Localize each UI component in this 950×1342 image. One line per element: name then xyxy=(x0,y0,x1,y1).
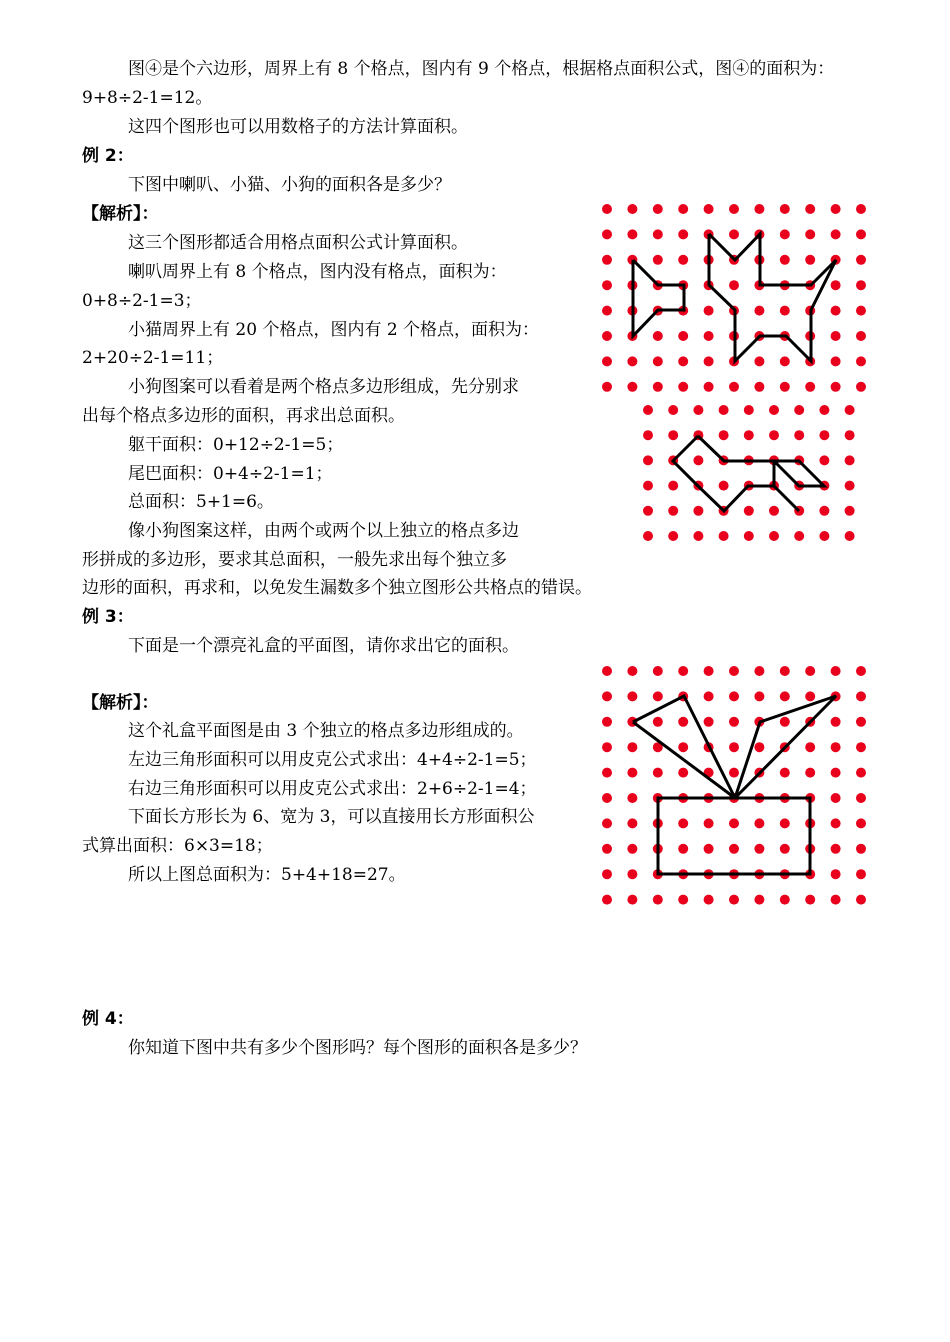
question-text: 下面是一个漂亮礼盒的平面图，请你求出它的面积。 xyxy=(128,636,519,656)
grid-dot xyxy=(754,742,764,752)
grid-dot xyxy=(805,204,815,214)
grid-dot xyxy=(627,356,637,366)
grid-dot xyxy=(780,255,790,265)
grid-dot xyxy=(729,666,739,676)
grid-dot xyxy=(643,405,653,415)
grid-dot xyxy=(805,895,815,905)
grid-dot xyxy=(627,793,637,803)
grid-dot xyxy=(678,382,688,392)
grid-dot xyxy=(729,229,739,239)
grid-dot xyxy=(704,844,714,854)
grid-dot xyxy=(831,717,841,727)
grid-dot xyxy=(729,895,739,905)
grid-dot xyxy=(856,280,866,290)
grid-dot xyxy=(856,768,866,778)
grid-dot xyxy=(643,531,653,541)
grid-dot xyxy=(602,818,612,828)
grid-dot xyxy=(602,331,612,341)
grid-dot xyxy=(754,818,764,828)
grid-dot xyxy=(653,204,663,214)
grid-dot xyxy=(693,405,703,415)
grid-dot xyxy=(845,481,855,491)
grid-dot xyxy=(602,793,612,803)
grid-dot xyxy=(729,768,739,778)
grid-dot xyxy=(627,229,637,239)
grid-dot xyxy=(780,229,790,239)
grid-dot xyxy=(704,895,714,905)
grid-dot xyxy=(704,717,714,727)
grid-dot xyxy=(780,382,790,392)
grid-dot xyxy=(704,306,714,316)
grid-dot xyxy=(729,717,739,727)
grid-dot xyxy=(794,405,804,415)
grid-dot xyxy=(704,382,714,392)
grid-dot xyxy=(805,768,815,778)
grid-dot xyxy=(678,331,688,341)
grid-dot xyxy=(627,382,637,392)
grid-dot xyxy=(653,331,663,341)
grid-dot xyxy=(678,742,688,752)
grid-dot xyxy=(856,844,866,854)
grid-dot xyxy=(678,229,688,239)
grid-dot xyxy=(831,204,841,214)
grid-dot xyxy=(805,691,815,701)
grid-dot xyxy=(729,382,739,392)
grid-dot xyxy=(704,356,714,366)
grid-dot xyxy=(831,818,841,828)
grid-dot xyxy=(693,506,703,516)
grid-dot xyxy=(805,666,815,676)
text-line: 小狗图案可以看着是两个格点多边形组成，先分别求 xyxy=(128,377,519,397)
grid-dot xyxy=(754,382,764,392)
text-line: 9+8÷2-1=12。 xyxy=(82,88,213,108)
grid-dot xyxy=(653,666,663,676)
formula-line: 0+8÷2-1=3； xyxy=(82,291,202,311)
grid-dot xyxy=(643,430,653,440)
grid-dot xyxy=(643,506,653,516)
grid-dot xyxy=(819,430,829,440)
grid-dot xyxy=(602,356,612,366)
grid-dot xyxy=(754,356,764,366)
grid-dot xyxy=(831,666,841,676)
grid-dot xyxy=(602,869,612,879)
example-heading: 例 3： xyxy=(82,607,134,627)
grid-dot xyxy=(856,717,866,727)
grid-dot xyxy=(653,717,663,727)
grid-dot xyxy=(643,455,653,465)
dot-grid xyxy=(602,666,866,905)
grid-dot xyxy=(704,666,714,676)
grid-dot xyxy=(668,506,678,516)
cat-shape xyxy=(709,234,836,361)
text-line: 这个礼盒平面图是由 3 个独立的格点多边形组成的。 xyxy=(128,721,524,741)
grid-dot xyxy=(856,742,866,752)
text-line: 下面长方形长为 6、宽为 3，可以直接用长方形面积公 xyxy=(128,807,535,827)
grid-dot xyxy=(819,405,829,415)
formula-line: 右边三角形面积可以用皮克公式求出：2+6÷2-1=4； xyxy=(128,779,537,799)
grid-dot xyxy=(668,531,678,541)
grid-dot xyxy=(805,255,815,265)
grid-dot xyxy=(627,844,637,854)
grid-dot xyxy=(856,331,866,341)
grid-dot xyxy=(693,455,703,465)
grid-dot xyxy=(602,204,612,214)
text-line: 图④是个六边形，周界上有 8 个格点，图内有 9 个格点，根据格点面积公式，图④的面积为： xyxy=(128,59,835,79)
grid-dot xyxy=(653,382,663,392)
box-rectangle-shape xyxy=(658,798,810,874)
grid-dot xyxy=(729,280,739,290)
grid-dot xyxy=(780,691,790,701)
formula-line: 尾巴面积：0+4÷2-1=1； xyxy=(128,464,333,484)
grid-dot xyxy=(831,742,841,752)
grid-dot xyxy=(794,430,804,440)
grid-dot xyxy=(627,691,637,701)
grid-dot xyxy=(678,717,688,727)
question-text: 你知道下图中共有多少个图形吗？每个图形的面积各是多少？ xyxy=(128,1038,587,1058)
dog-figure xyxy=(640,398,865,548)
grid-dot xyxy=(653,229,663,239)
grid-dot xyxy=(780,717,790,727)
grid-dot xyxy=(653,691,663,701)
grid-dot xyxy=(693,531,703,541)
grid-dot xyxy=(831,356,841,366)
grid-dot xyxy=(678,666,688,676)
formula-line: 2+20÷2-1=11； xyxy=(82,348,224,368)
grid-dot xyxy=(754,666,764,676)
grid-dot xyxy=(729,691,739,701)
grid-dot xyxy=(856,869,866,879)
grid-dot xyxy=(627,742,637,752)
grid-dot xyxy=(831,306,841,316)
grid-dot xyxy=(744,531,754,541)
grid-dot xyxy=(856,793,866,803)
dog-body-shape xyxy=(673,436,799,511)
question-text: 下图中喇叭、小猫、小狗的面积各是多少？ xyxy=(128,175,451,195)
grid-dot xyxy=(856,204,866,214)
grid-dot xyxy=(704,691,714,701)
grid-dot xyxy=(831,280,841,290)
grid-dot xyxy=(845,531,855,541)
formula-line: 躯干面积：0+12÷2-1=5； xyxy=(128,435,344,455)
grid-dot xyxy=(668,430,678,440)
grid-dot xyxy=(856,229,866,239)
grid-dot xyxy=(856,306,866,316)
text-line: 像小狗图案这样，由两个或两个以上独立的格点多边 xyxy=(128,521,519,541)
grid-dot xyxy=(819,506,829,516)
formula-line: 式算出面积：6×3=18； xyxy=(82,836,273,856)
grid-dot xyxy=(769,506,779,516)
grid-dot xyxy=(856,666,866,676)
grid-dot xyxy=(831,382,841,392)
text-line: 这四个图形也可以用数格子的方法计算面积。 xyxy=(128,117,468,137)
solution-heading: 【解析】： xyxy=(82,693,159,713)
trumpet-cat-figure xyxy=(595,198,870,398)
formula-line: 总面积：5+1=6。 xyxy=(128,492,274,512)
grid-dot xyxy=(819,531,829,541)
formula-line: 所以上图总面积为：5+4+18=27。 xyxy=(128,865,406,885)
trumpet-shape xyxy=(633,260,684,336)
grid-dot xyxy=(678,356,688,366)
grid-dot xyxy=(627,895,637,905)
grid-dot xyxy=(602,691,612,701)
grid-dot xyxy=(831,895,841,905)
grid-dot xyxy=(602,255,612,265)
grid-dot xyxy=(719,531,729,541)
grid-dot xyxy=(602,306,612,316)
grid-dot xyxy=(678,768,688,778)
grid-dot xyxy=(780,356,790,366)
grid-dot xyxy=(627,666,637,676)
grid-dot xyxy=(754,844,764,854)
grid-dot xyxy=(653,356,663,366)
grid-dot xyxy=(627,768,637,778)
grid-dot xyxy=(754,306,764,316)
text-line: 喇叭周界上有 8 个格点，图内没有格点，面积为： xyxy=(128,262,507,282)
grid-dot xyxy=(754,895,764,905)
text-line: 出每个格点多边形的面积，再求出总面积。 xyxy=(82,406,405,426)
dot-grid xyxy=(643,405,855,541)
grid-dot xyxy=(845,430,855,440)
grid-dot xyxy=(754,691,764,701)
grid-dot xyxy=(678,895,688,905)
grid-dot xyxy=(627,869,637,879)
text-line: 形拼成的多边形，要求其总面积，一般先求出每个独立多 xyxy=(82,550,507,570)
grid-dot xyxy=(668,481,678,491)
grid-dot xyxy=(602,666,612,676)
grid-dot xyxy=(831,844,841,854)
grid-dot xyxy=(627,818,637,828)
grid-dot xyxy=(794,531,804,541)
right-triangle-shape xyxy=(735,696,836,798)
grid-dot xyxy=(678,818,688,828)
example-heading: 例 4： xyxy=(82,1009,134,1029)
formula-line: 左边三角形面积可以用皮克公式求出：4+4÷2-1=5； xyxy=(128,750,537,770)
grid-dot xyxy=(744,430,754,440)
grid-dot xyxy=(653,895,663,905)
grid-dot xyxy=(729,818,739,828)
grid-dot xyxy=(729,742,739,752)
grid-dot xyxy=(729,204,739,214)
grid-dot xyxy=(704,818,714,828)
grid-dot xyxy=(845,405,855,415)
grid-dot xyxy=(856,356,866,366)
grid-dot xyxy=(704,204,714,214)
grid-dot xyxy=(602,768,612,778)
grid-dot xyxy=(856,382,866,392)
grid-dot xyxy=(668,405,678,415)
text-line: 这三个图形都适合用格点面积公式计算面积。 xyxy=(128,233,468,253)
grid-dot xyxy=(719,405,729,415)
grid-dot xyxy=(769,430,779,440)
grid-dot xyxy=(856,818,866,828)
grid-dot xyxy=(845,455,855,465)
grid-dot xyxy=(602,229,612,239)
solution-heading: 【解析】： xyxy=(82,204,159,224)
grid-dot xyxy=(805,382,815,392)
grid-dot xyxy=(831,229,841,239)
grid-dot xyxy=(602,382,612,392)
grid-dot xyxy=(602,717,612,727)
grid-dot xyxy=(704,331,714,341)
grid-dot xyxy=(780,844,790,854)
grid-dot xyxy=(729,844,739,854)
grid-dot xyxy=(831,869,841,879)
grid-dot xyxy=(719,481,729,491)
grid-dot xyxy=(643,481,653,491)
grid-dot xyxy=(780,818,790,828)
grid-dot xyxy=(780,895,790,905)
grid-dot xyxy=(678,255,688,265)
grid-dot xyxy=(769,531,779,541)
grid-dot xyxy=(602,280,612,290)
grid-dot xyxy=(805,229,815,239)
grid-dot xyxy=(805,742,815,752)
grid-dot xyxy=(831,793,841,803)
grid-dot xyxy=(780,666,790,676)
grid-dot xyxy=(780,768,790,778)
grid-dot xyxy=(744,506,754,516)
grid-dot xyxy=(845,506,855,516)
grid-dot xyxy=(719,430,729,440)
grid-dot xyxy=(678,844,688,854)
grid-dot xyxy=(627,204,637,214)
grid-dot xyxy=(744,405,754,415)
text-line: 小猫周界上有 20 个格点，图内有 2 个格点，面积为： xyxy=(128,320,540,340)
grid-dot xyxy=(856,895,866,905)
example-heading: 例 2： xyxy=(82,146,134,166)
grid-dot xyxy=(602,895,612,905)
grid-dot xyxy=(602,742,612,752)
grid-dot xyxy=(653,768,663,778)
grid-dot xyxy=(769,405,779,415)
grid-dot xyxy=(856,691,866,701)
gift-box-figure xyxy=(595,660,875,910)
grid-dot xyxy=(780,306,790,316)
grid-dot xyxy=(602,844,612,854)
grid-dot xyxy=(653,255,663,265)
grid-dot xyxy=(831,331,841,341)
grid-dot xyxy=(856,255,866,265)
grid-dot xyxy=(754,204,764,214)
grid-dot xyxy=(780,204,790,214)
grid-dot xyxy=(819,455,829,465)
grid-dot xyxy=(831,768,841,778)
grid-dot xyxy=(678,204,688,214)
text-line: 边形的面积，再求和，以免发生漏数多个独立图形公共格点的错误。 xyxy=(82,578,592,598)
